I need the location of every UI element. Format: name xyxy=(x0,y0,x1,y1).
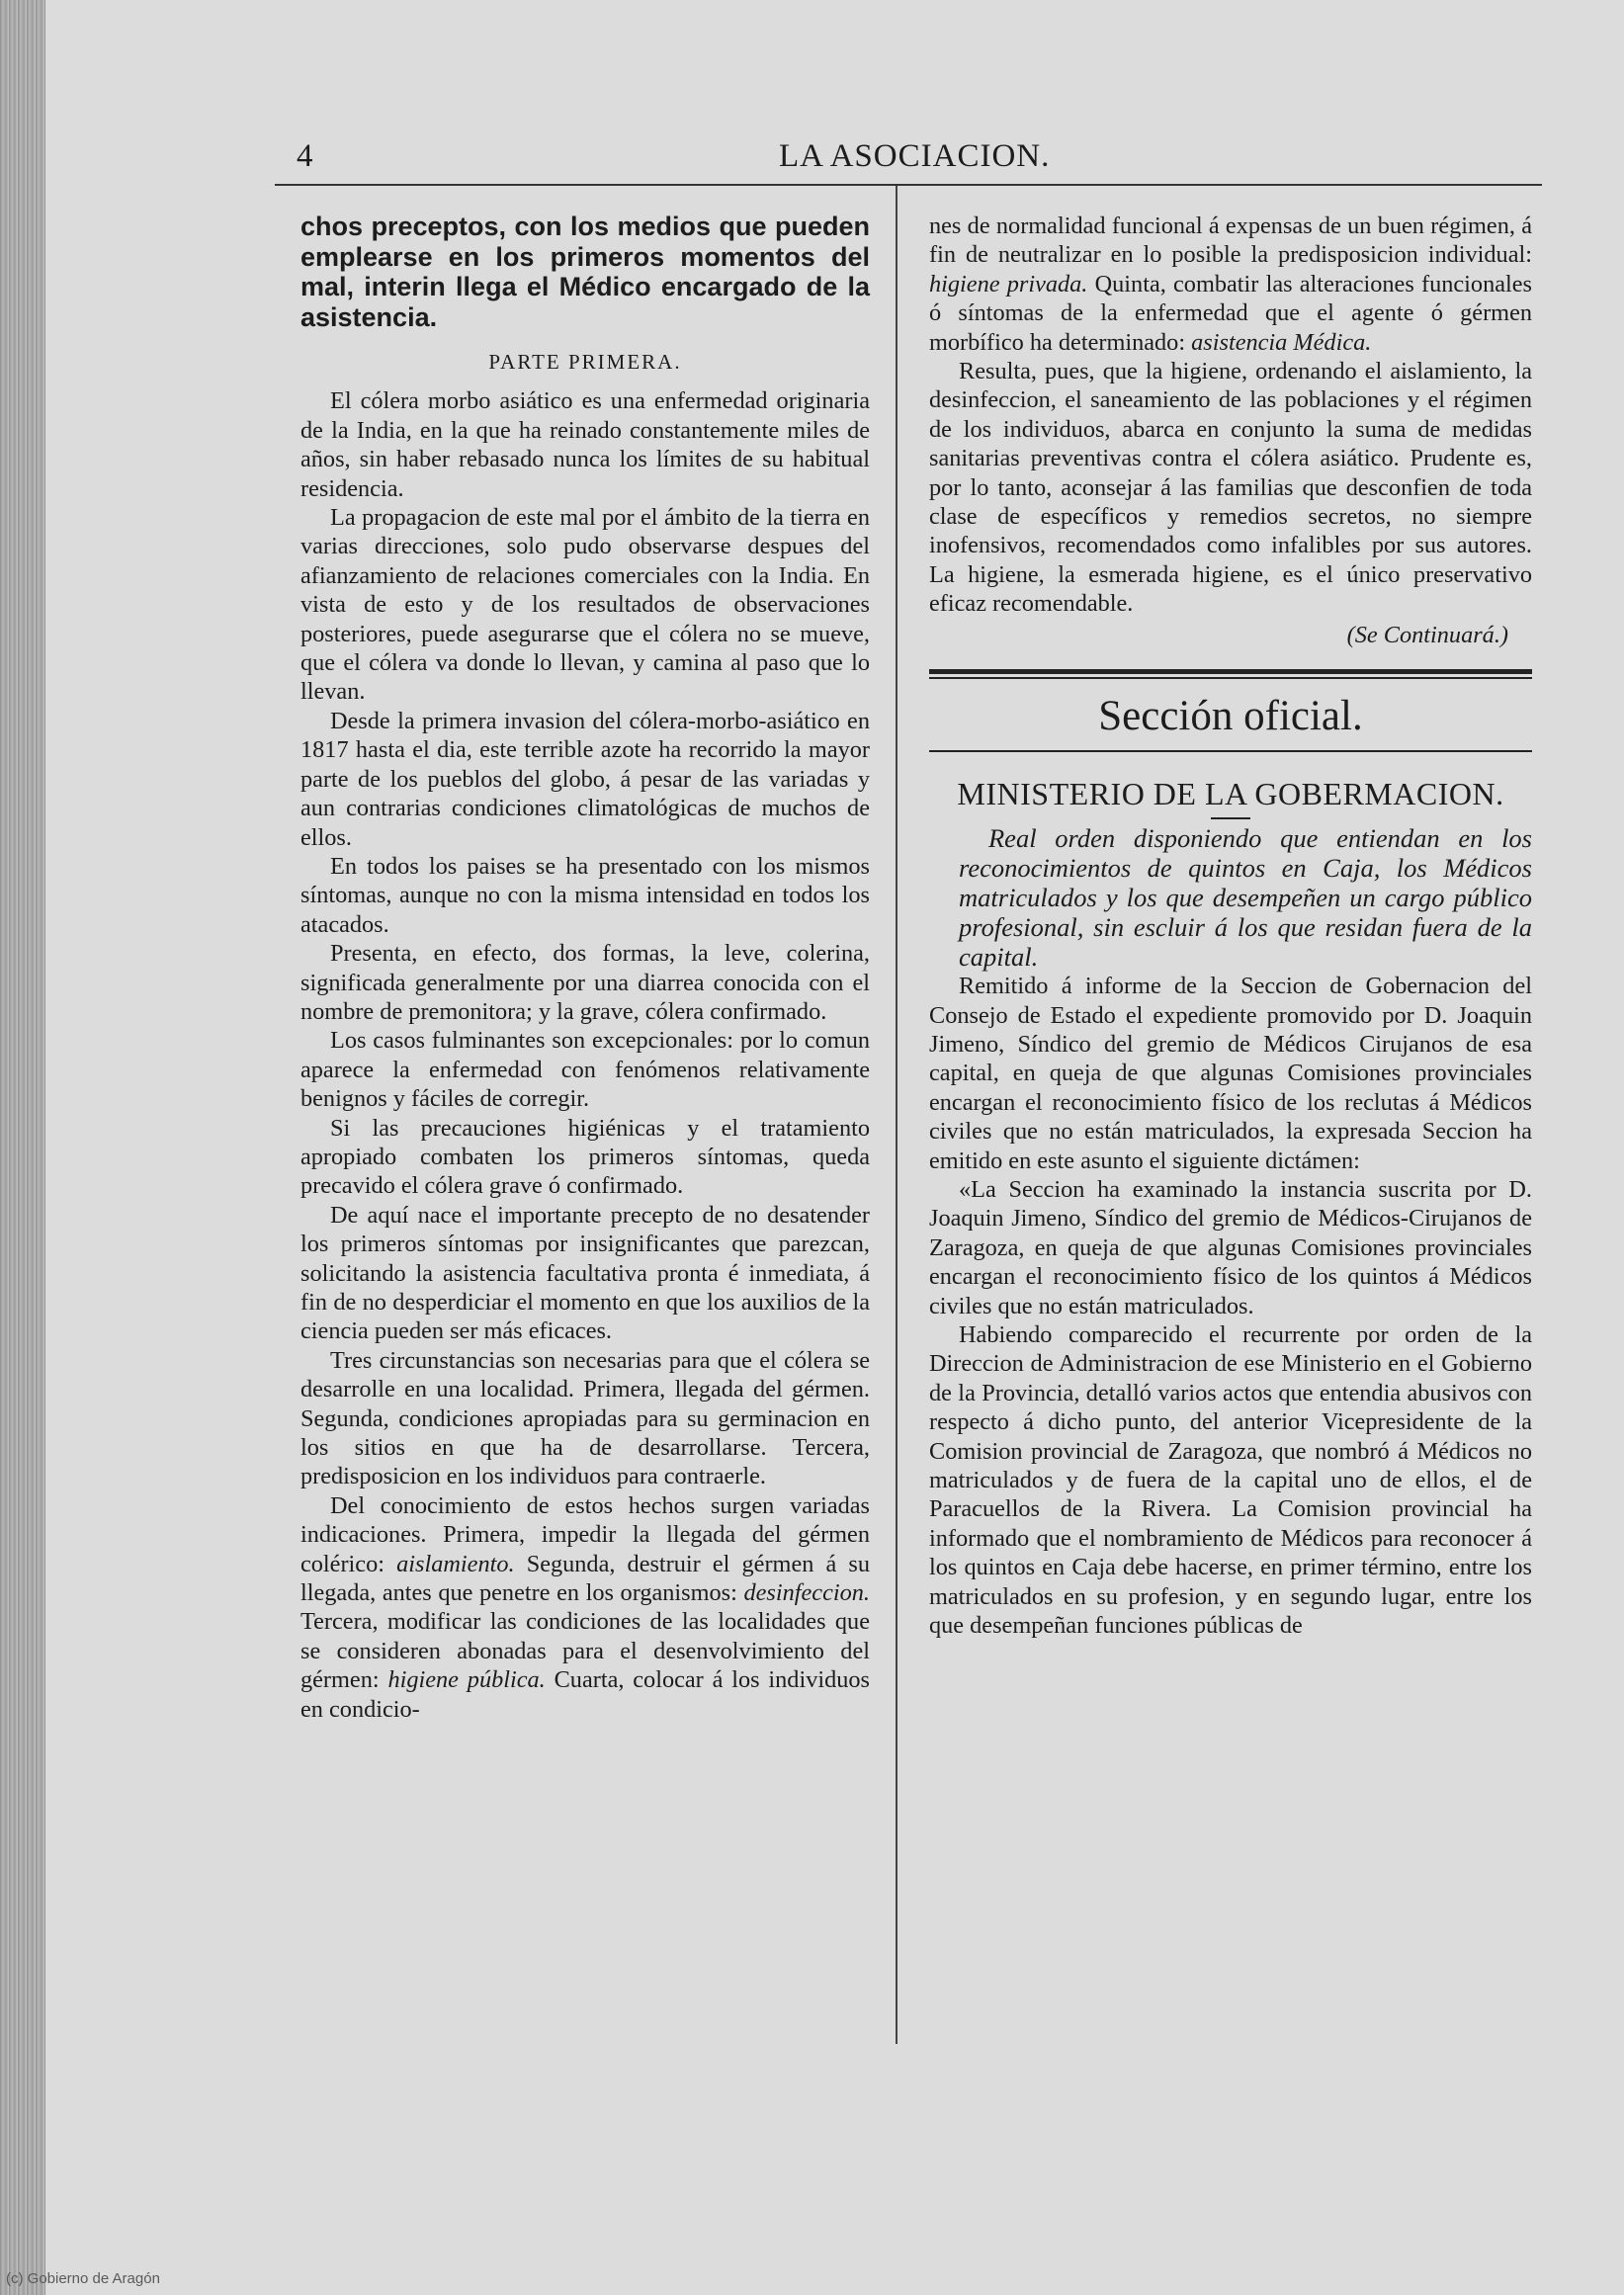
paragraph: De aquí nace el importante precepto de no desatender los primeros síntomas por insignificantes que parezcan, solicitando la asistencia facultativa pronta é inmediata, á fin de no desperdiciar el momento en que los auxilios de la ciencia pueden ser más eficaces. xyxy=(300,1201,870,1345)
decree-title: Real orden disponiendo que entiendan en los reconocimientos de quintos en Caja, los Médicos matriculados y los que desempeñen un cargo público profesional, sin escluir á los que residan fuera de la capital. xyxy=(959,823,1532,973)
paragraph: Remitido á informe de la Seccion de Gobernacion del Consejo de Estado el expediente promovido por D. Joaquin Jimeno, Síndico del gremio de Médicos Cirujanos de esa capital, en queja de que algunas Comisiones provinciales encargan el reconocimiento físico de los reclutas á Médicos civiles que no están matriculados, la expresada Seccion ha emitido en este asunto el siguiente dictámen: xyxy=(929,973,1532,1174)
text-run: Cuarta, colocar á los individuos en condicio- xyxy=(300,1666,871,1723)
emphasis: asistencia Médica. xyxy=(1191,328,1372,356)
section-title: Sección oficial. xyxy=(1098,693,1363,740)
emphasis: aislamiento. xyxy=(396,1550,515,1577)
paragraph: Tres circunstancias son necesarias para que el cólera se desarrolle en una localidad. Primera, llegada del gérmen. Segunda, condiciones apropiadas para su germinacion en los sitios en que ha de desarrollarse. Tercera, predisposicion en los individuos para contraerle. xyxy=(300,1346,870,1490)
ministry-heading: MINISTERIO DE LA GOBERMACION. xyxy=(957,776,1504,812)
paragraph: Resulta, pues, que la higiene, ordenando el aislamiento, la desinfeccion, el saneamiento de las poblaciones y el régimen de los individuos, abarca en conjunto la suma de medidas sanitarias preventivas contra el cólera asiático. Prudente es, por lo tanto, aconsejar á las familias que desconfien de toda clase de específicos y remedios secretos, no siempre inofensivos, recomendados como infalibles por sus autores. La higiene, la esmerada higiene, es el único preservativo eficaz recomendable. xyxy=(929,358,1532,618)
paragraph: El cólera morbo asiático es una enfermedad originaria de la India, en la que ha reinado constantemente miles de años, sin haber rebasado nunca los límites de su habitual residencia. xyxy=(300,387,870,502)
paragraph: Los casos fulminantes son excepcionales: por lo comun aparece la enfermedad con fenómenos relativamente benignos y fáciles de corregir. xyxy=(300,1027,870,1113)
book-page-edge xyxy=(0,0,45,2295)
part-heading: PARTE PRIMERA. xyxy=(488,350,682,374)
heading-dash xyxy=(1211,817,1250,819)
continuation-text: (Se Continuará.) xyxy=(1346,621,1508,648)
text-run: nes de normalidad funcional á expensas de un buen régimen, á fin de neutralizar en lo posible la predisposicion individual: xyxy=(929,212,1532,269)
right-column xyxy=(929,212,1532,1640)
continuation-note xyxy=(929,621,1532,649)
paragraph: Presenta, en efecto, dos formas, la leve, colerina, significada generalmente por una diarrea conocida con el nombre de premonitora; y la grave, cólera confirmado. xyxy=(300,940,870,1025)
paragraph: En todos los paises se ha presentado con los mismos síntomas, aunque no con la misma intensidad en todos los atacados. xyxy=(300,852,870,938)
column-divider xyxy=(896,186,897,2044)
paragraph: Si las precauciones higiénicas y el tratamiento apropiado combaten los primeros síntomas, queda precavido el cólera grave ó confirmado. xyxy=(300,1114,870,1200)
header-rule xyxy=(275,184,1542,186)
left-column xyxy=(300,212,870,1724)
copyright-watermark: (c) Gobierno de Aragón xyxy=(6,2270,160,2287)
text-run: Segunda, destruir el gérmen á su llegada, antes que penetre en los organismos: xyxy=(300,1550,870,1607)
page-header xyxy=(275,127,1542,186)
paragraph xyxy=(300,1491,870,1724)
paragraph xyxy=(929,212,1532,357)
page-number: 4 xyxy=(297,138,313,174)
text-run: Tercera, modificar las condiciones de las localidades que se consideren abonadas para el desenvolvimiento del gérmen: xyxy=(300,1608,870,1694)
paragraph: Habiendo comparecido el recurrente por orden de la Direccion de Administracion de ese Ministerio en el Gobierno de la Provincia, detalló varios actos que entendia abusivos con respecto á dicho punto, del anterior Vicepresidente de la Comision provincial de Zaragoza, que nombró á Médicos no matriculados y de fuera de la capital uno de ellos, el de Paracuellos de la Rivera. La Comision provincial ha informado que el nombramiento de Médicos para reconocer á los quintos en Caja debe hacerse, en primer término, entre los matriculados en su profesion, y en segundo lugar, entre los que desempeñan funciones públicas de xyxy=(929,1320,1532,1640)
bold-intro: chos preceptos, con los medios que pueden emplearse en los primeros momentos del mal, interin llega el Médico encargado de la asistencia. xyxy=(300,212,870,332)
paragraph: Desde la primera invasion del cólera-morbo-asiático en 1817 hasta el dia, este terrible azote ha recorrido la mayor parte de los pueblos del globo, á pesar de las variadas y aun contrarias condiciones climatológicas de muchos de ellos. xyxy=(300,707,870,851)
paragraph: La propagacion de este mal por el ámbito de la tierra en varias direcciones, solo pudo observarse despues del afianzamiento de relaciones comerciales con la India. En vista de esto y de los resultados de observaciones posteriores, puede asegurarse que el cólera no se mueve, que el cólera va donde lo llevan, y camina al paso que lo llevan. xyxy=(300,504,870,706)
section-double-rule xyxy=(929,669,1532,679)
text-run: Del conocimiento de estos hechos surgen variadas indicaciones. Primera, impedir la llegada del gérmen colérico: xyxy=(300,1491,870,1577)
text-run: Quinta, combatir las alteraciones funcionales ó síntomas de la enfermedad que el agente ó gérmen morbífico ha determinado: xyxy=(929,270,1532,356)
emphasis: desinfeccion. xyxy=(743,1579,870,1607)
emphasis: higiene privada. xyxy=(929,270,1088,298)
section-rule xyxy=(929,750,1532,752)
emphasis: higiene pública. xyxy=(387,1666,546,1694)
paragraph: «La Seccion ha examinado la instancia suscrita por D. Joaquin Jimeno, Síndico del gremio de Médicos-Cirujanos de Zaragoza, en queja de que algunas Comisiones provinciales encargan el reconocimiento físico de los quintos á Médicos civiles que no están matriculados. xyxy=(929,1175,1532,1319)
running-title: LA ASOCIACION. xyxy=(779,138,1051,174)
